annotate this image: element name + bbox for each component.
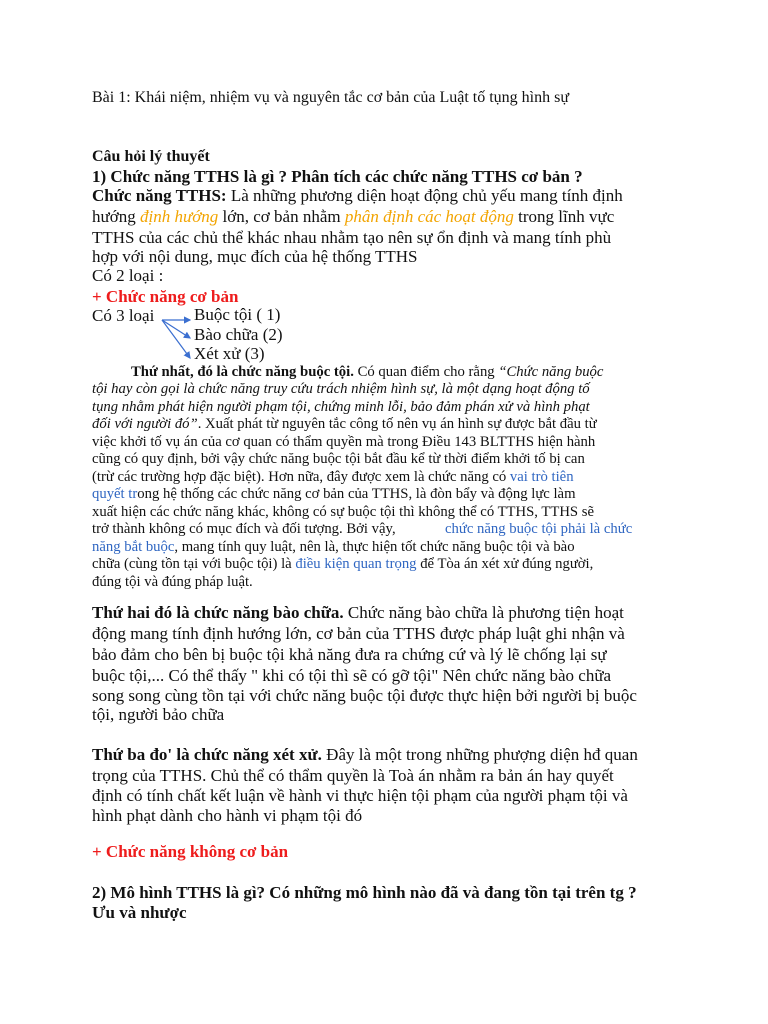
para1-line-9: xuất hiện các chức năng khác, không có sự buộc tội thì không thể có TTHS, TTHS sẽ bbox=[92, 504, 594, 520]
para1-line-1: Thứ nhất, đó là chức năng buộc tội. Có quan điểm cho rằng “Chức năng buộc bbox=[131, 364, 604, 380]
para1-line-7: (trừ các trường hợp đặc biệt). Hơn nữa, đây được xem là chức năng có vai trò tiên bbox=[92, 469, 574, 485]
highlight-blue-1: vai trò tiên bbox=[509, 469, 574, 485]
question-2-line-1: 2) Mô hình TTHS là gì? Có những mô hình nào đã và đang tồn tại trên tg ? bbox=[92, 883, 637, 902]
para2-line-4: buộc tội,... Có thể thấy " khi có tội thì sẽ có gỡ tội" Nên chức năng bào chữa bbox=[92, 666, 612, 685]
lesson-title: Bài 1: Khái niệm, nhiệm vụ và nguyên tắc cơ bản của Luật tố tụng hình sự bbox=[92, 89, 570, 106]
para3-line-4: hình phạt dành cho hành vi phạm tội đó bbox=[92, 806, 363, 825]
co-3-loai: Có 3 loại bbox=[92, 306, 155, 325]
definition-line-2: hướng định hướng lớn, cơ bản nhằm phân định các hoạt động trong lĩnh vực bbox=[92, 207, 615, 226]
highlight-orange-2: phân định các hoạt động bbox=[344, 207, 514, 226]
para1-line-4: đối với người đó”. Xuất phát từ nguyên tắc công tố nên vụ án hình sự được bắt đầu từ bbox=[92, 416, 597, 432]
para2-line-6: tội, người bảo chữa bbox=[92, 705, 225, 724]
para3-line-1: Thứ ba đo' là chức năng xét xử. Đây là một trong những phượng diện hđ quan bbox=[92, 745, 638, 764]
para3-line-3: định có tính chất kết luận về hành vi thực hiện tội phạm của người phạm tội và bbox=[92, 786, 628, 805]
definition-line-3: TTHS của các chủ thể khác nhau nhằm tạo nên sự ổn định và mang tính phù bbox=[92, 228, 612, 247]
para1-line-8: quyết trong hệ thống các chức năng cơ bản của TTHS, là đòn bẩy và động lực làm bbox=[92, 486, 576, 502]
para1-line-12: chữa (cùng tồn tại với buộc tội) là điều kiện quan trọng để Tòa án xét xử đúng người, bbox=[92, 556, 594, 572]
heading-chuc-nang-co-ban: + Chức năng cơ bản bbox=[92, 287, 239, 306]
para1-line-11: năng bắt buộc, mang tính quy luật, nên là, thực hiện tốt chức năng buộc tội và bào bbox=[92, 539, 575, 555]
highlight-orange-1: định hướng bbox=[139, 207, 219, 226]
question-1: 1) Chức năng TTHS là gì ? Phân tích các chức năng TTHS cơ bản ? bbox=[92, 167, 583, 186]
type-item-2: Bào chữa (2) bbox=[194, 325, 283, 344]
para2-line-3: bảo đảm cho bên bị buộc tội khả năng đưa ra chứng cứ và lý lẽ chống lại sự bbox=[92, 645, 607, 664]
definition-line-1: Chức năng TTHS: Là những phương diện hoạt động chủ yếu mang tính định bbox=[92, 186, 623, 205]
co-2-loai: Có 2 loại : bbox=[92, 266, 164, 285]
para1-line-5: việc khởi tố vụ án của cơ quan có thẩm quyền mà trong Điều 143 BLTTHS hiện hành bbox=[92, 434, 596, 450]
arrow-icon bbox=[160, 312, 200, 368]
para3-line-2: trọng của TTHS. Chủ thể có thẩm quyền là Toà án nhằm ra bản án hay quyết bbox=[92, 766, 614, 785]
para2-line-5: song song cùng tồn tại với chức năng buộc tội được thực hiện bởi người bị buộc bbox=[92, 686, 637, 705]
definition-line-4: hợp với nội dung, mục đích của hệ thống TTHS bbox=[92, 247, 418, 266]
section-heading: Câu hỏi lý thuyết bbox=[92, 148, 210, 165]
para2-line-1: Thứ hai đó là chức năng bào chữa. Chức năng bào chữa là phương tiện hoạt bbox=[92, 603, 624, 622]
para2-line-2: động mang tính định hướng lớn, cơ bản của TTHS được pháp luật ghi nhận và bbox=[92, 624, 625, 643]
para1-line-3: tụng nhằm phát hiện người phạm tội, chứng minh lỗi, bảo đảm phán xử và hình phạt bbox=[92, 399, 590, 415]
type-item-1: Buộc tội ( 1) bbox=[194, 305, 281, 324]
para1-line-10: trở thành không có mục đích và đối tượng. Bởi vậy, bbox=[92, 521, 396, 537]
highlight-blue-3: năng bắt buộc bbox=[92, 539, 175, 555]
highlight-blue-4: điều kiện quan trọng bbox=[295, 556, 417, 572]
question-2-line-2: Ưu và nhược bbox=[92, 903, 187, 922]
para1-line-6: cũng có quy định, bởi vậy chức năng buộc tội bắt đầu kể từ thời điểm khởi tố bị can bbox=[92, 451, 585, 467]
type-item-3: Xét xử (3) bbox=[194, 344, 265, 363]
para1-line-13: đúng tội và đúng pháp luật. bbox=[92, 574, 253, 590]
para1-line-2: tội hay còn gọi là chức năng truy cứu trách nhiệm hình sự, là một dạng hoạt động tố bbox=[92, 381, 590, 397]
heading-chuc-nang-khong-co-ban: + Chức năng không cơ bản bbox=[92, 842, 289, 861]
highlight-blue-2: chức năng buộc tội phải là chức bbox=[445, 521, 633, 537]
